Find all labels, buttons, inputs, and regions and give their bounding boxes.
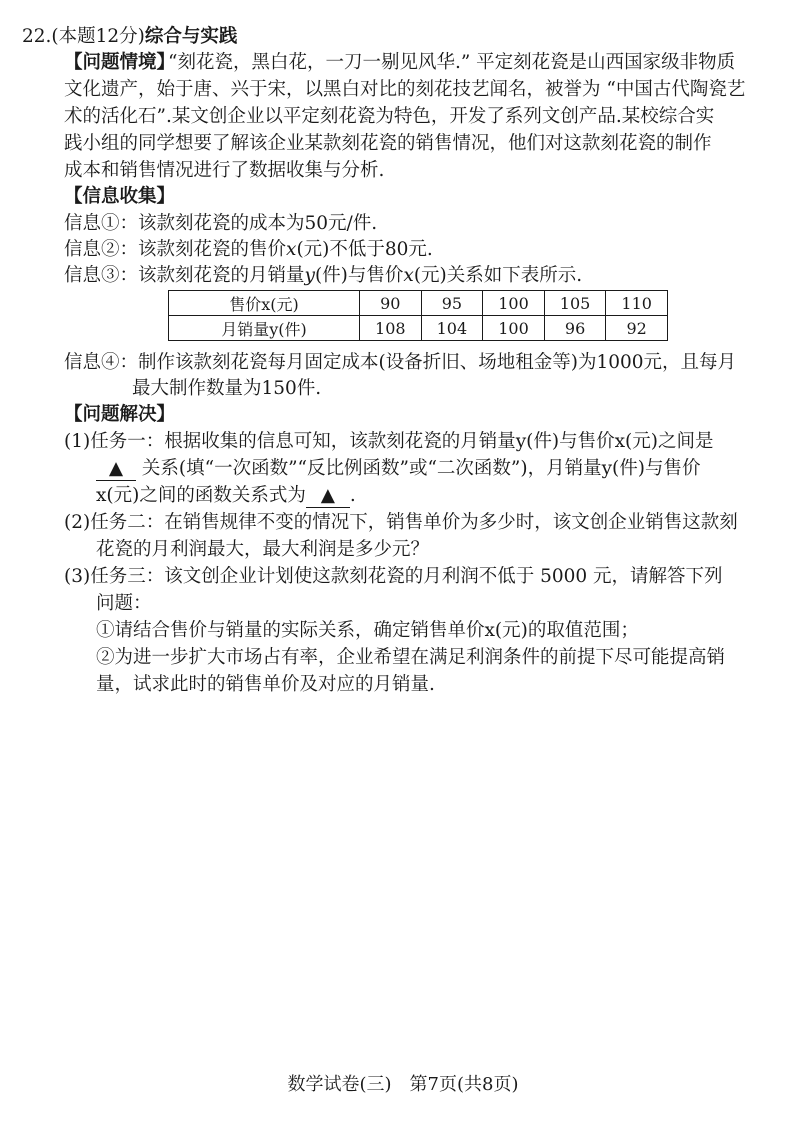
question-3-line-2: 问题： [96, 593, 152, 614]
question-1-line-3-text: x(元)之间的函数关系式为 [96, 485, 306, 506]
problem-header [22, 24, 237, 50]
context-line-1: “刻花瓷，黑白花，一刀一剔见风华.” 平定刻花瓷是山西国家级非物质 [168, 52, 736, 73]
info-item-3 [64, 263, 582, 289]
question-1-line-1: (1)任务一：根据收集的信息可知，该款刻花瓷的月销量y(件)与售价x(元)之间是 [64, 431, 714, 452]
problem-title: 综合与实践 [144, 26, 238, 47]
info-item-4-line-2: 最大制作数量为150件. [132, 378, 322, 399]
solve-heading: 【问题解决】 [64, 404, 176, 425]
table-cell: 92 [606, 316, 668, 341]
context-line-3: 术的活化石”.某文创企业以平定刻花瓷为特色，开发了系列文创产品.某校综合实 [64, 106, 715, 127]
table-row [169, 291, 668, 316]
table-cell: 110 [606, 291, 668, 316]
problem-number: 22. [22, 26, 52, 47]
context-line-2: 文化遗产，始于唐、兴于宋，以黑白对比的刻花技艺闻名，被誉为 “中国古代陶瓷艺 [64, 79, 746, 100]
info-item-1: 信息①：该款刻花瓷的成本为50元/件. [64, 213, 378, 234]
table-cell: 104 [421, 316, 483, 341]
context-heading: 【问题情境】 [64, 52, 176, 73]
price-sales-table [168, 290, 668, 341]
question-3-line-1: (3)任务三：该文创企业计划使这款刻花瓷的月利润不低于 5000 元，请解答下列 [64, 566, 723, 587]
variable-x: x [286, 239, 297, 260]
question-1-line-2-text: 关系(填“一次函数”“反比例函数”或“二次函数”)，月销量y(件)与售价 [141, 458, 701, 479]
table-row [169, 316, 668, 341]
table-cell: 90 [360, 291, 422, 316]
question-1-line-3 [96, 483, 356, 509]
info-item-3-mid: (件)与售价 [314, 265, 404, 286]
table-row-label: 月销量y(件) [169, 316, 360, 341]
info-item-3-pre: 信息③：该款刻花瓷的月销量 [64, 265, 305, 286]
info-item-2 [64, 237, 433, 263]
table-cell: 105 [544, 291, 606, 316]
question-1-end: . [349, 485, 356, 506]
variable-y: y [304, 265, 315, 286]
table-cell: 100 [483, 291, 545, 316]
context-line-5: 成本和销售情况进行了数据收集与分析. [64, 160, 385, 181]
problem-points: (本题12分) [51, 26, 145, 47]
answer-blank[interactable]: ▲ [96, 458, 136, 481]
context-line-4: 践小组的同学想要了解该企业某款刻花瓷的销售情况，他们对这款刻花瓷的制作 [64, 133, 712, 154]
page-footer: 数学试卷(三) 第7页(共8页) [287, 1074, 519, 1095]
table-cell: 95 [421, 291, 483, 316]
question-1-line-2 [96, 456, 700, 482]
table-cell: 100 [483, 316, 545, 341]
table-cell: 108 [360, 316, 422, 341]
info-item-2-post: (元)不低于80元. [296, 239, 433, 260]
question-3-sub-2-line-2: 量，试求此时的销售单价及对应的月销量. [96, 674, 435, 695]
answer-blank[interactable]: ▲ [306, 485, 350, 508]
question-2-line-1: (2)任务二：在销售规律不变的情况下，销售单价为多少时，该文创企业销售这款刻 [64, 512, 738, 533]
question-2-line-2: 花瓷的月利润最大，最大利润是多少元？ [96, 539, 430, 560]
info-item-3-post: (元)关系如下表所示. [413, 265, 583, 286]
question-3-sub-2-line-1: ②为进一步扩大市场占有率，企业希望在满足利润条件的前提下尽可能提高销 [96, 647, 726, 668]
variable-x: x [403, 265, 414, 286]
table-row-label: 售价x(元) [169, 291, 360, 316]
info-item-2-pre: 信息②：该款刻花瓷的售价 [64, 239, 287, 260]
info-item-4-line-1: 信息④：制作该款刻花瓷每月固定成本(设备折旧、场地租金等)为1000元，且每月 [64, 352, 737, 373]
question-3-sub-1: ①请结合售价与销量的实际关系，确定销售单价x(元)的取值范围； [96, 620, 639, 641]
info-heading: 【信息收集】 [64, 186, 176, 207]
table-cell: 96 [544, 316, 606, 341]
